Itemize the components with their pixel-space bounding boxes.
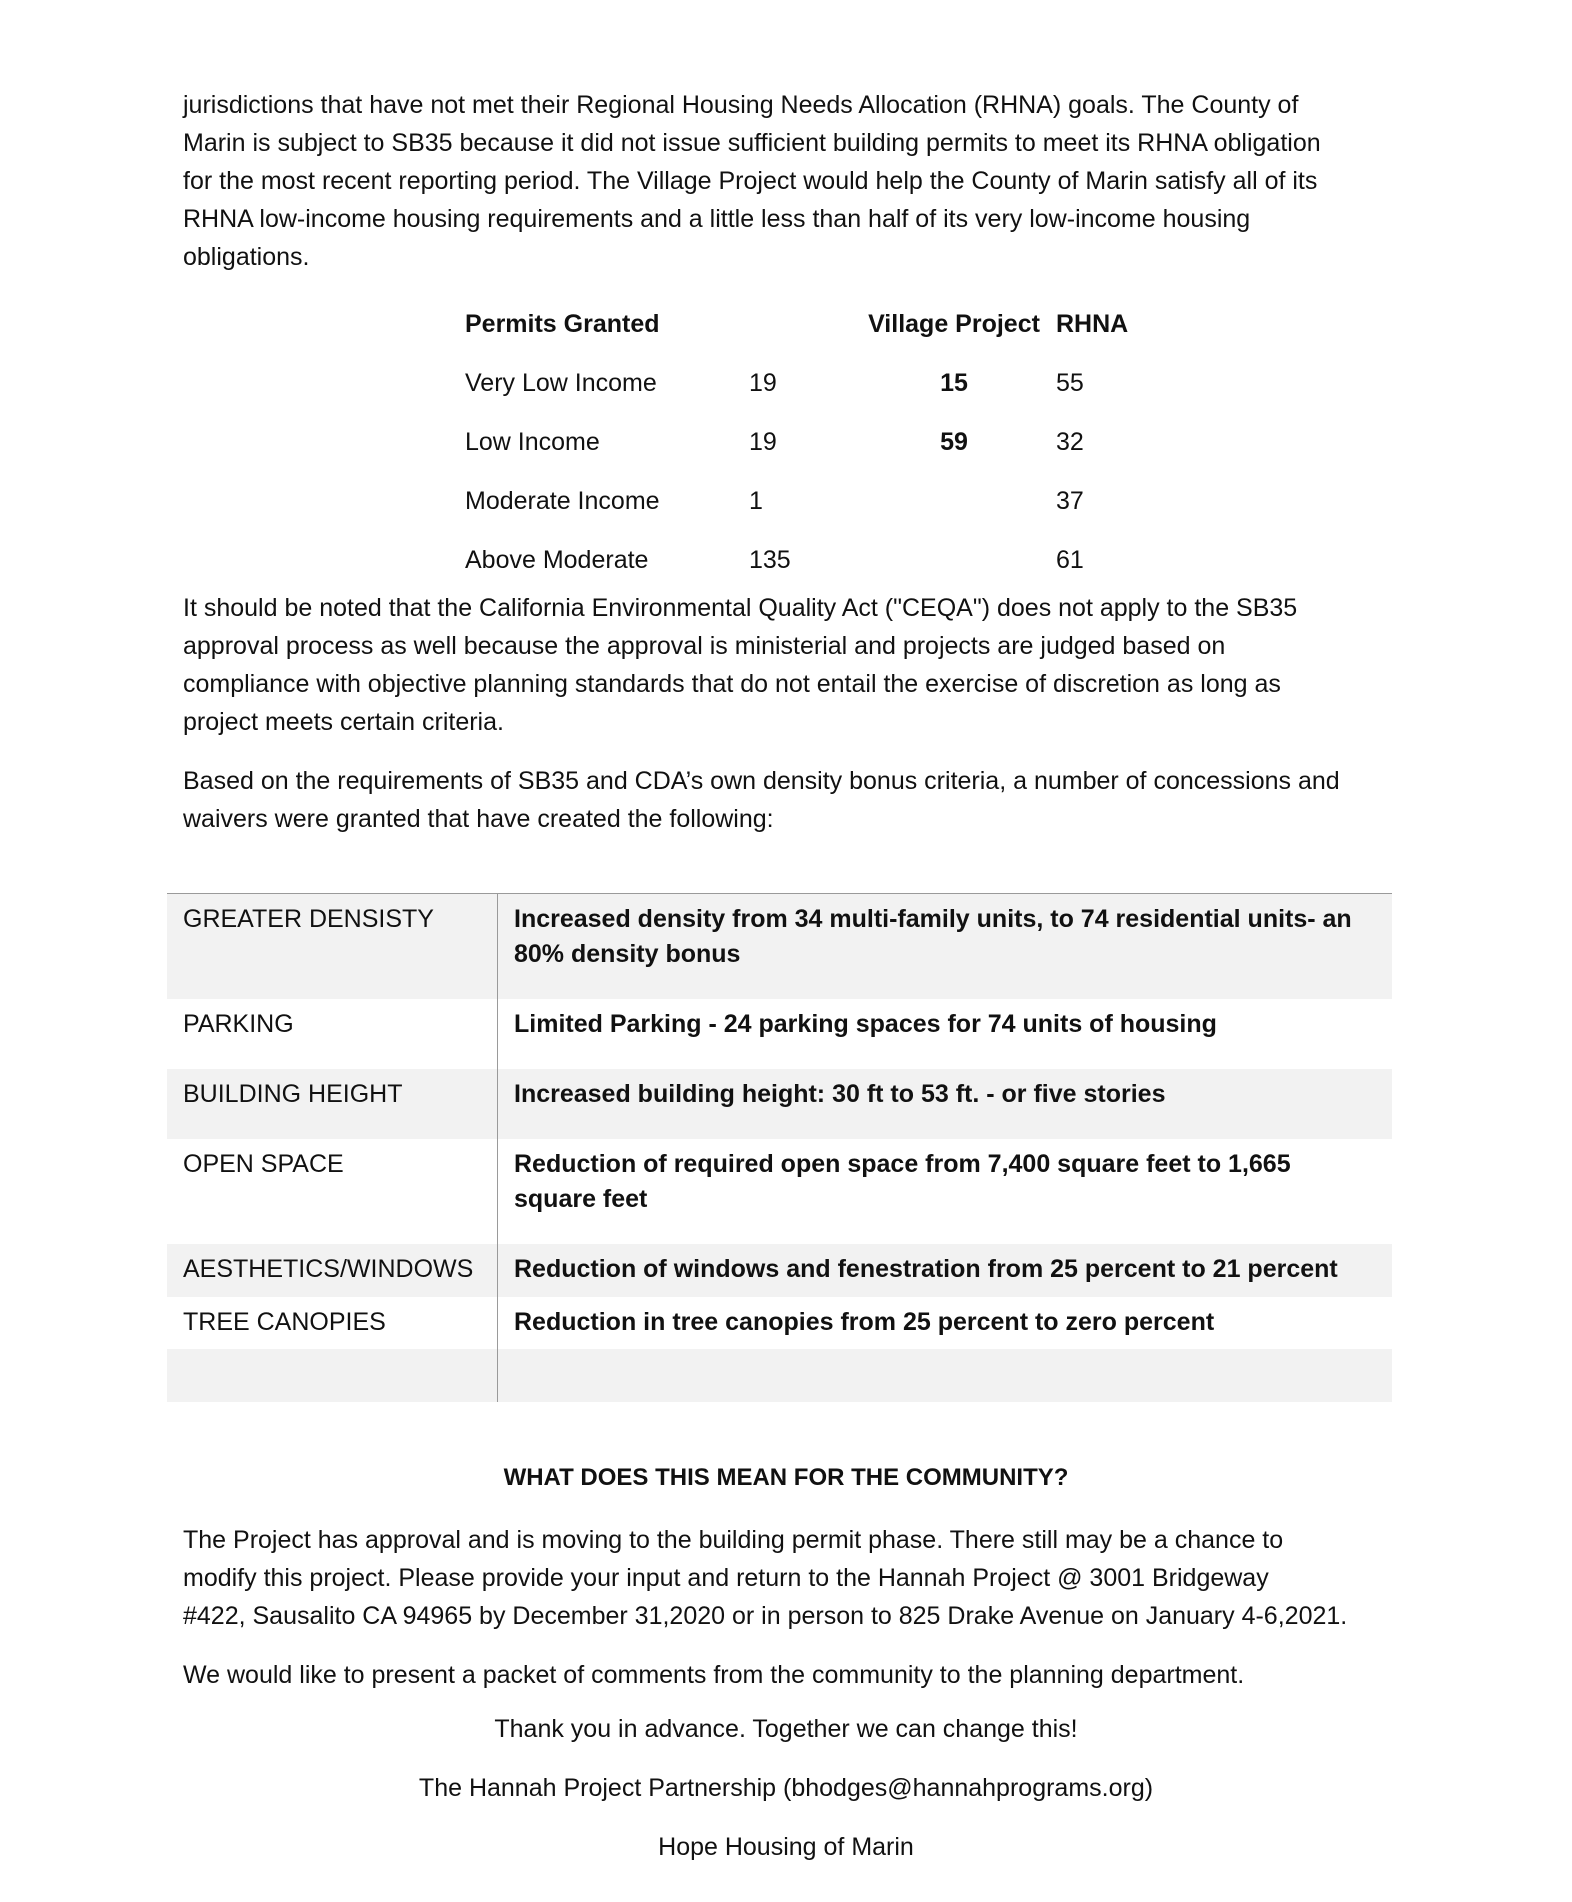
community-line: The Project has approval and is moving to the building permit phase. There still may be a chance to — [183, 1526, 1284, 1554]
waiver-value-line: Reduction in tree canopies from 25 percent to zero percent — [514, 1307, 1215, 1336]
sb35-paragraph — [183, 762, 1403, 838]
rhna-value: 55 — [1056, 369, 1084, 397]
intro-line: for the most recent reporting period. The Village Project would help the County of Marin satisfy all of its — [183, 167, 1318, 195]
waiver-value — [498, 1244, 1393, 1297]
waiver-row — [167, 894, 1392, 999]
waiver-value — [498, 1139, 1393, 1244]
sb35-line: Based on the requirements of SB35 and CDA’s own density bonus criteria, a number of concessions and — [183, 767, 1340, 795]
partnership-line: The Hannah Project Partnership (bhodges@hannahprograms.org) — [418, 1774, 1154, 1802]
waiver-value — [498, 1069, 1393, 1139]
village-value: 15 — [940, 369, 968, 397]
intro-paragraph — [183, 86, 1403, 276]
waiver-value-line: Limited Parking - 24 parking spaces for 74 units of housing — [514, 1009, 1217, 1038]
waiver-value — [498, 1349, 1393, 1402]
rhna-value: 32 — [1056, 428, 1084, 456]
income-category: Moderate Income — [465, 487, 660, 515]
permits-value: 1 — [749, 487, 763, 515]
ceqa-paragraph — [183, 589, 1403, 741]
village-value — [864, 531, 1044, 590]
waiver-row — [167, 1139, 1392, 1244]
community-heading: WHAT DOES THIS MEAN FOR THE COMMUNITY? — [503, 1464, 1069, 1491]
header-village-project: Village Project — [868, 310, 1040, 338]
waiver-value-line: square feet — [514, 1184, 648, 1213]
permits-value: 135 — [749, 546, 791, 574]
waiver-value-line: Increased building height: 30 ft to 53 ft. - or five stories — [514, 1079, 1166, 1108]
waiver-label: AESTHETICS/WINDOWS — [167, 1244, 498, 1297]
header-blank — [749, 295, 864, 354]
waiver-row — [167, 1349, 1392, 1402]
waiver-value-line: Increased density from 34 multi-family units, to 74 residential units- an — [514, 905, 1352, 933]
org-line: Hope Housing of Marin — [658, 1833, 914, 1861]
rhna-value: 37 — [1056, 487, 1084, 515]
intro-line: RHNA low-income housing requirements and a little less than half of its very low-income housing — [183, 205, 1251, 233]
intro-line: Marin is subject to SB35 because it did not issue sufficient building permits to meet its RHNA obligation — [183, 129, 1321, 157]
waiver-value-line: Reduction of windows and fenestration from 25 percent to 21 percent — [514, 1254, 1338, 1283]
waiver-label — [167, 1349, 498, 1402]
community-line: modify this project. Please provide your input and return to the Hannah Project @ 3001 Bridgeway — [183, 1564, 1269, 1592]
permits-value: 19 — [749, 428, 777, 456]
ceqa-line: compliance with objective planning standards that do not entail the exercise of discretion as long as — [183, 670, 1281, 698]
waiver-label: TREE CANOPIES — [167, 1297, 498, 1349]
packet-paragraph: We would like to present a packet of comments from the community to the planning department. — [183, 1661, 1245, 1689]
income-category: Above Moderate — [465, 546, 649, 574]
ceqa-line: project meets certain criteria. — [183, 708, 504, 736]
waiver-value — [498, 999, 1393, 1069]
waiver-row — [167, 1244, 1392, 1297]
permits-row — [465, 354, 1265, 413]
village-value: 59 — [940, 428, 968, 456]
waiver-label: PARKING — [167, 999, 498, 1069]
waiver-label: BUILDING HEIGHT — [167, 1069, 498, 1139]
waiver-value-line: 80% density bonus — [514, 940, 741, 968]
waiver-row — [167, 999, 1392, 1069]
waiver-row — [167, 1297, 1392, 1349]
waiver-value — [498, 1297, 1393, 1349]
header-permits-granted: Permits Granted — [465, 310, 660, 338]
rhna-value: 61 — [1056, 546, 1084, 574]
permits-value: 19 — [749, 369, 777, 397]
waiver-row — [167, 1069, 1392, 1139]
waivers-table — [167, 893, 1392, 1402]
permits-row — [465, 472, 1265, 531]
community-line: #422, Sausalito CA 94965 by December 31,2020 or in person to 825 Drake Avenue on January 4-6,2021. — [183, 1602, 1348, 1630]
permits-table — [465, 295, 1265, 590]
community-paragraph — [183, 1521, 1403, 1635]
village-value — [864, 472, 1044, 531]
header-rhna: RHNA — [1056, 310, 1129, 338]
sb35-line: waivers were granted that have created the following: — [183, 805, 774, 833]
ceqa-line: It should be noted that the California Environmental Quality Act ("CEQA") does not apply to the SB35 — [183, 594, 1298, 622]
waiver-value-line: Reduction of required open space from 7,400 square feet to 1,665 — [514, 1149, 1291, 1178]
intro-line: obligations. — [183, 243, 310, 271]
waiver-label: GREATER DENSISTY — [167, 894, 498, 999]
permits-row — [465, 413, 1265, 472]
income-category: Low Income — [465, 428, 600, 456]
waiver-value — [498, 894, 1393, 999]
permits-header-row — [465, 295, 1265, 354]
permits-row — [465, 531, 1265, 590]
thanks-line: Thank you in advance. Together we can change this! — [494, 1715, 1078, 1743]
intro-line: jurisdictions that have not met their Regional Housing Needs Allocation (RHNA) goals. The County of — [183, 91, 1299, 119]
income-category: Very Low Income — [465, 369, 657, 397]
ceqa-line: approval process as well because the approval is ministerial and projects are judged based on — [183, 632, 1226, 660]
waiver-label: OPEN SPACE — [167, 1139, 498, 1244]
